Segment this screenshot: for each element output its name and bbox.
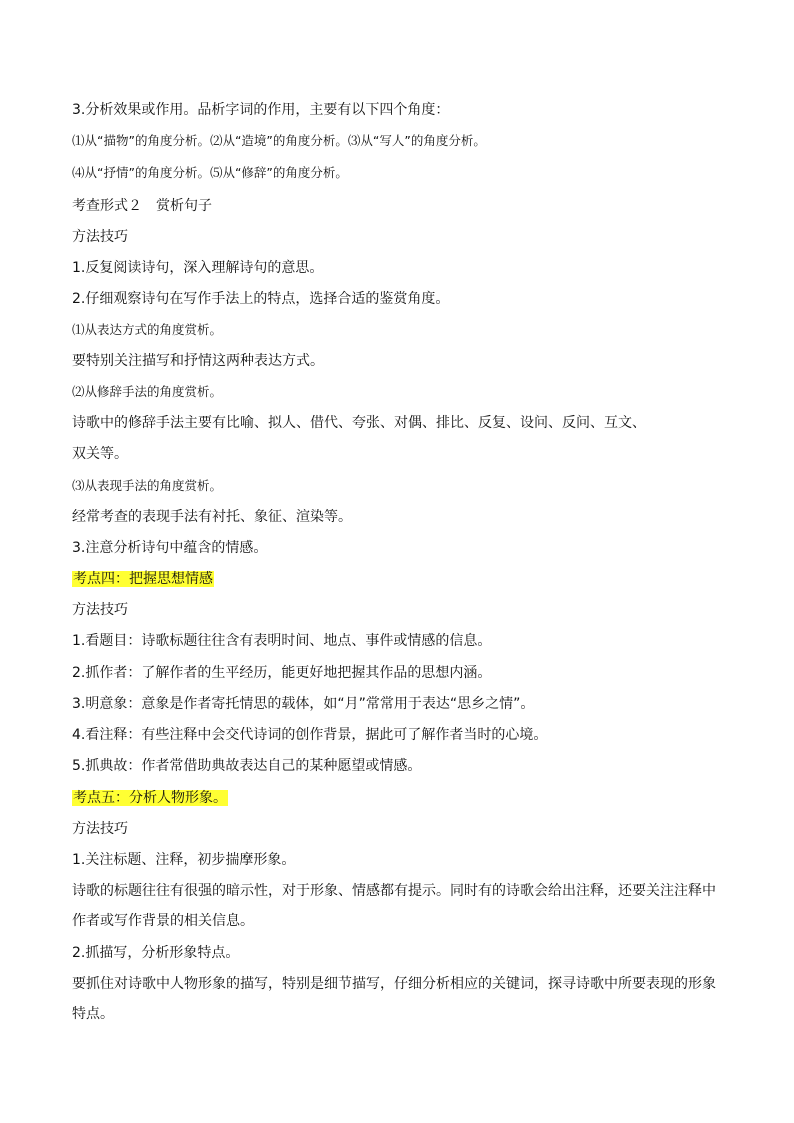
text-line: ⑴从表达方式的角度赏析。 xyxy=(72,322,223,337)
text-line: ⑵从修辞手法的角度赏析。 xyxy=(72,384,223,399)
highlighted-heading: 考点四：把握思想情感 xyxy=(73,571,213,587)
text-line: 1.关注标题、注释，初步揣摩形象。 xyxy=(72,852,296,868)
text-line: 诗歌中的修辞手法主要有比喻、拟人、借代、夸张、对偶、排比、反复、设问、反问、互文、 xyxy=(72,415,646,431)
text-line: ⑶从表现手法的角度赏析。 xyxy=(72,478,223,493)
text-line: 1.反复阅读诗句，深入理解诗句的意思。 xyxy=(72,260,324,276)
text-line: 3.注意分析诗句中蕴含的情感。 xyxy=(72,540,268,556)
topic-heading-5 xyxy=(72,788,228,808)
text-line: 2.抓作者：了解作者的生平经历，能更好地把握其作品的思想内涵。 xyxy=(72,665,492,681)
text-line: 作者或写作背景的相关信息。 xyxy=(72,913,254,929)
text-line: 要特别关注描写和抒情这两种表达方式。 xyxy=(72,353,324,369)
highlighted-heading: 考点五：分析人物形象。 xyxy=(73,790,227,806)
text-line: 2.仔细观察诗句在写作手法上的特点，选择合适的鉴赏角度。 xyxy=(72,291,450,307)
text-line: 要抓住对诗歌中人物形象的描写，特别是细节描写，仔细分析相应的关键词，探寻诗歌中所要表现的形象 xyxy=(72,976,716,992)
text-line: 经常考查的表现手法有衬托、象征、渲染等。 xyxy=(72,509,352,525)
text-line: 3.明意象：意象是作者寄托情思的载体，如“月”常常用于表达“思乡之情”。 xyxy=(72,696,535,712)
text-line: 3.分析效果或作用。品析字词的作用，主要有以下四个角度： xyxy=(72,102,450,118)
text-line: 双关等。 xyxy=(72,446,128,462)
method-heading: 方法技巧 xyxy=(72,602,128,618)
text-line: 特点。 xyxy=(72,1006,114,1022)
text-line: 4.看注释：有些注释中会交代诗词的创作背景，据此可了解作者当时的心境。 xyxy=(72,727,548,743)
text-line: 5.抓典故：作者常借助典故表达自己的某种愿望或情感。 xyxy=(72,758,422,774)
text-line: 诗歌的标题往往有很强的暗示性，对于形象、情感都有提示。同时有的诗歌会给出注释，还要关注注释中 xyxy=(72,883,716,899)
method-heading: 方法技巧 xyxy=(72,229,128,245)
text-line: ⑷从“抒情”的角度分析。⑸从“修辞”的角度分析。 xyxy=(72,165,348,180)
topic-heading-4 xyxy=(72,569,214,589)
section-heading: 考查形式２ 赏析句子 xyxy=(72,198,212,214)
method-heading: 方法技巧 xyxy=(72,821,128,837)
text-line: 2.抓描写，分析形象特点。 xyxy=(72,945,240,961)
text-line: 1.看题目：诗歌标题往往含有表明时间、地点、事件或情感的信息。 xyxy=(72,633,492,649)
text-line: ⑴从“描物”的角度分析。⑵从“造境”的角度分析。⑶从“写人”的角度分析。 xyxy=(72,133,486,148)
